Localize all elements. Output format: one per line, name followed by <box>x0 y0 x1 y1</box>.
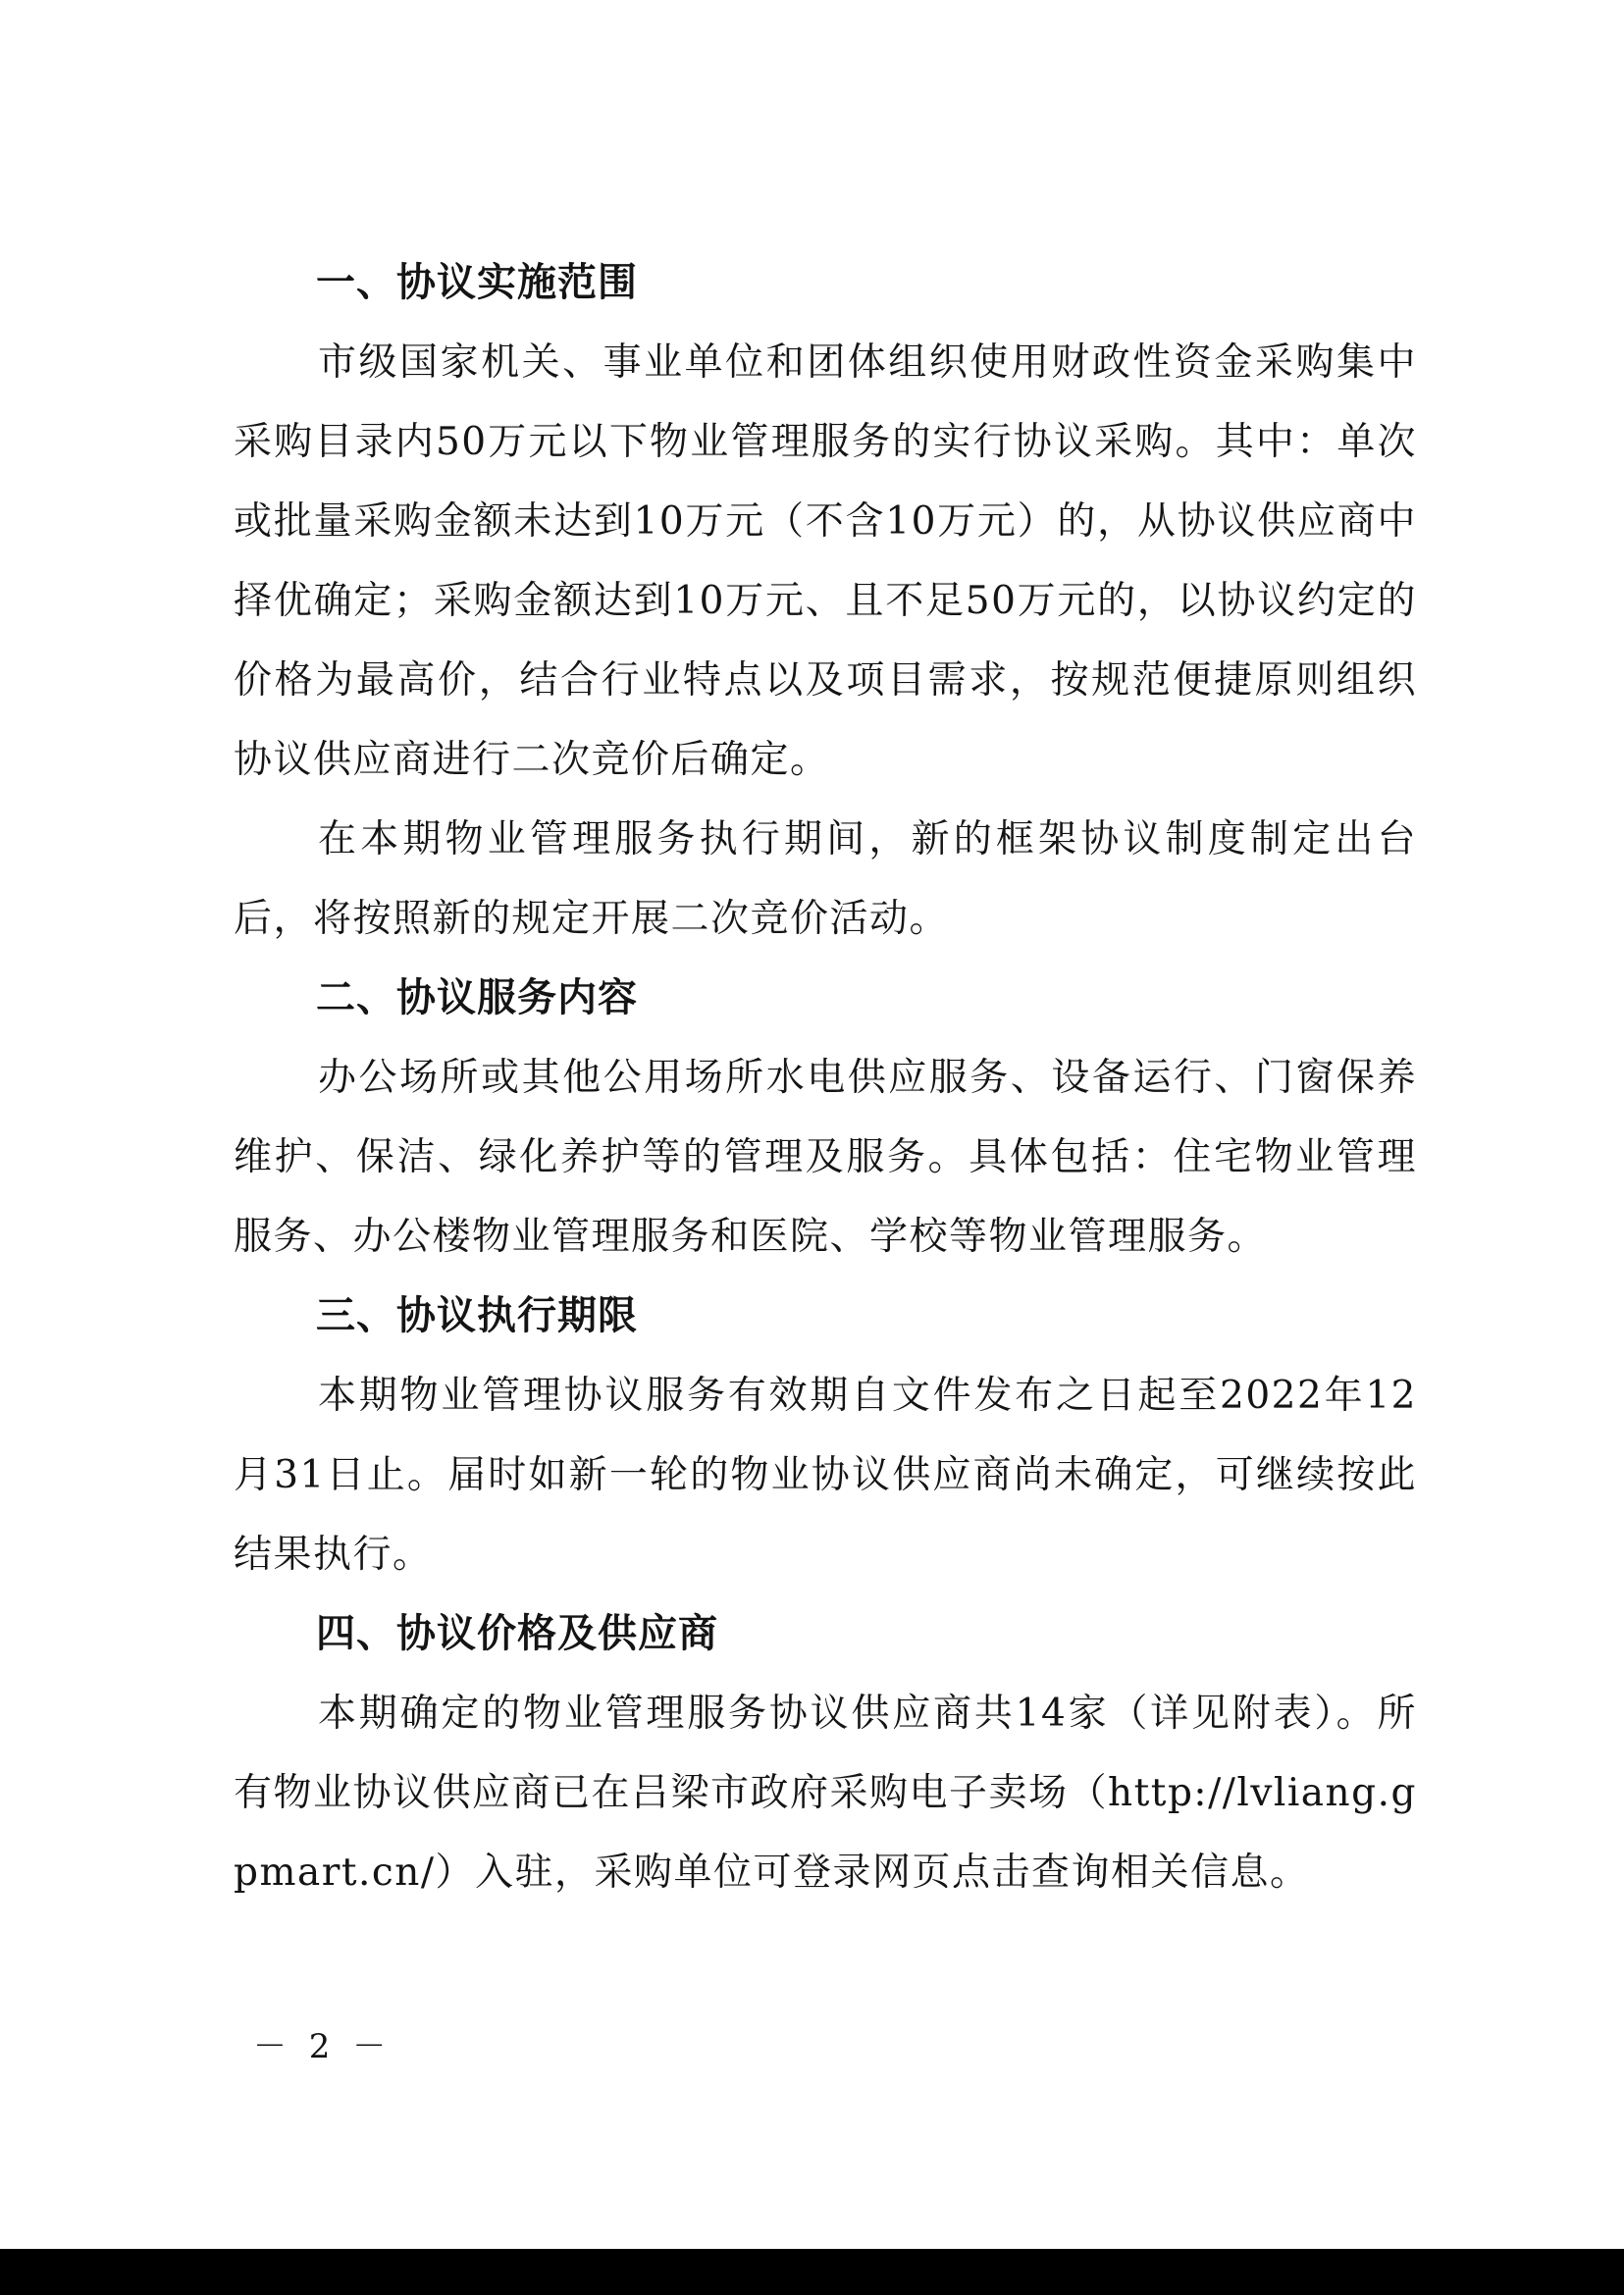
page-number: － 2 － <box>253 2027 393 2066</box>
section-heading-term: 三、协议执行期限 <box>316 1293 638 1338</box>
paragraph-term-1: 本期物业管理协议服务有效期自文件发布之日起至2022年12月31日止。届时如新一轮的物业协议供应商尚未确定，可继续按此结果执行。 <box>234 1374 1417 1577</box>
paragraph-scope-1: 市级国家机关、事业单位和团体组织使用财政性资金采购集中采购目录内50万元以下物业管理服务的实行协议采购。其中：单次或批量采购金额未达到10万元（不含10万元）的，从协议供应商中择优确定；采购金额达到10万元、且不足50万元的，以协议约定的价格为最高价，结合行业特点以及项目需求，按规范便捷原则组织协议供应商进行二次竞价后确定。 <box>234 340 1417 782</box>
section-heading-content: 二、协议服务内容 <box>316 975 638 1020</box>
paragraph-scope-2: 在本期物业管理服务执行期间，新的框架协议制度制定出台后，将按照新的规定开展二次竞价活动。 <box>234 817 1417 941</box>
paragraph-content-1: 办公场所或其他公用场所水电供应服务、设备运行、门窗保养维护、保洁、绿化养护等的管理及服务。具体包括：住宅物业管理服务、办公楼物业管理服务和医院、学校等物业管理服务。 <box>234 1056 1417 1259</box>
document-page <box>234 243 1417 1912</box>
scan-bottom-edge <box>0 2249 1624 2295</box>
paragraph-price-suppliers-1: 本期确定的物业管理服务协议供应商共14家（详见附表）。所有物业协议供应商已在吕梁市政府采购电子卖场（http://lvliang.gpmart.cn/）入驻，采购单位可登录网页点击查询相关信息。 <box>234 1692 1417 1895</box>
section-heading-scope: 一、协议实施范围 <box>316 260 638 305</box>
section-heading-price-suppliers: 四、协议价格及供应商 <box>316 1611 718 1656</box>
